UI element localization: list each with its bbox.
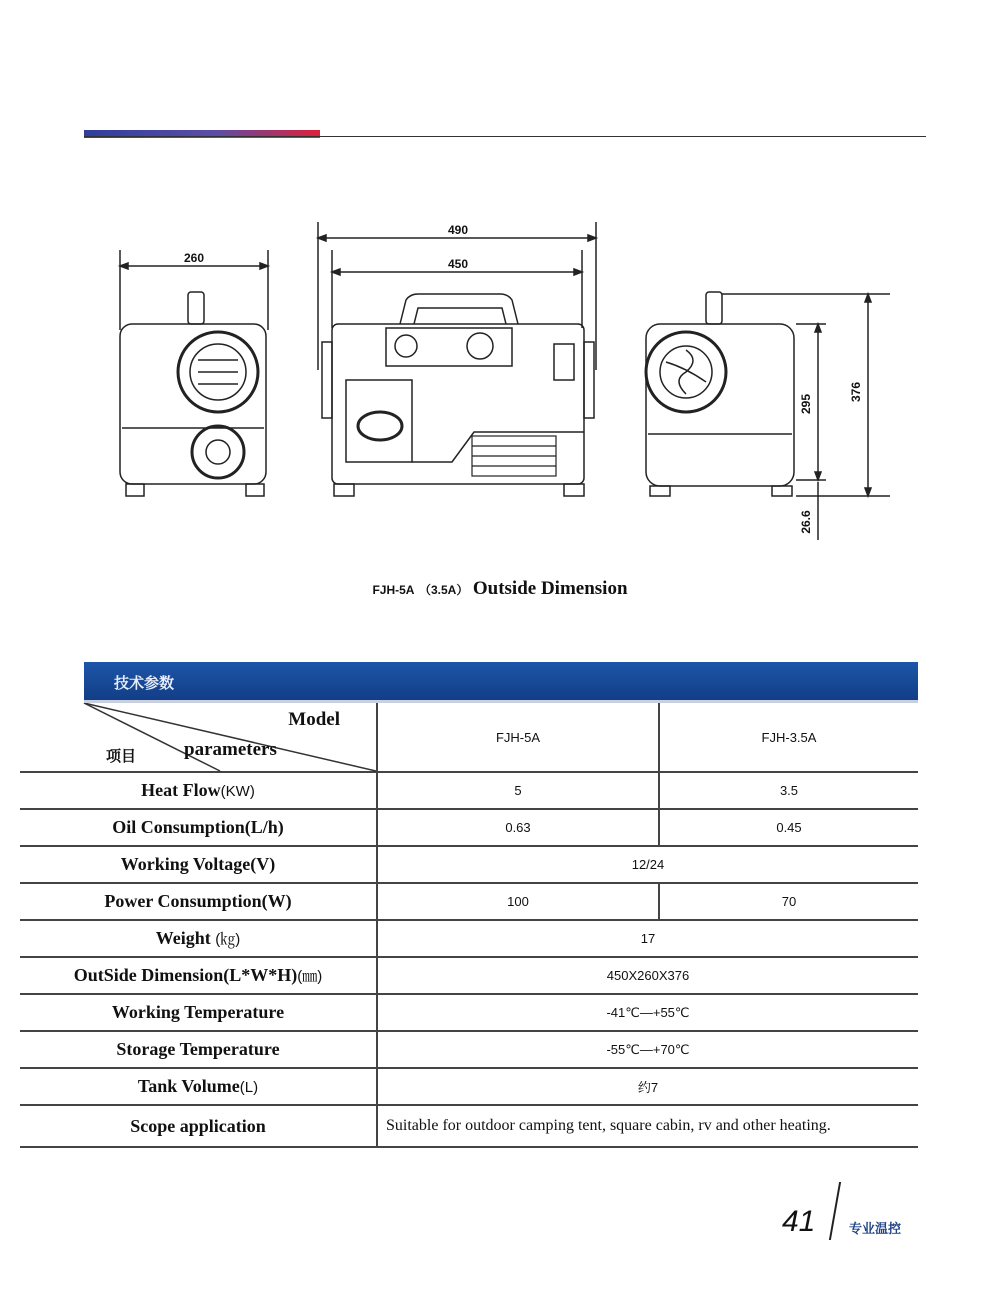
table-row — [20, 809, 918, 846]
row-label-outside: OutSide Dimension(L*W*H)(㎜) — [20, 957, 377, 994]
corner-params: parameters — [184, 739, 277, 760]
cell-store-temp: -55℃—+70℃ — [377, 1031, 918, 1068]
caption-text: Outside Dimension — [472, 578, 628, 599]
dim-260: 260 — [183, 251, 205, 265]
caption-model: FJH-5A — [372, 583, 415, 597]
row-label-tank: Tank Volume(L) — [20, 1068, 377, 1105]
table-row-header — [20, 703, 918, 772]
dim-490: 490 — [447, 223, 469, 237]
col-header-fjh35a: FJH-3.5A — [659, 703, 918, 772]
col-header-fjh5a: FJH-5A — [377, 703, 659, 772]
row-label-power: Power Consumption(W) — [20, 883, 377, 920]
cell-work-temp: -41℃—+55℃ — [377, 994, 918, 1031]
side-view-drawing — [120, 250, 268, 496]
spec-table — [20, 703, 918, 1148]
cell-voltage: 12/24 — [377, 846, 918, 883]
table-row — [20, 1068, 918, 1105]
table-row — [20, 1031, 918, 1068]
corner-cn: 项目 — [106, 747, 137, 765]
row-label-work-temp: Working Temperature — [20, 994, 377, 1031]
corner-model: Model — [288, 709, 340, 730]
cell-power-1: 100 — [377, 883, 659, 920]
table-row — [20, 920, 918, 957]
dim-376: 376 — [849, 381, 863, 403]
cell-tank: 约7 — [377, 1068, 918, 1105]
dim-450: 450 — [447, 257, 469, 271]
table-row — [20, 1105, 918, 1147]
page-number-divider — [829, 1182, 841, 1240]
header-rule — [84, 136, 926, 137]
page-footer-tag: 专业温控 — [849, 1222, 902, 1237]
table-row — [20, 846, 918, 883]
table-row — [20, 772, 918, 809]
caption-variant: （3.5A） — [418, 583, 469, 597]
row-label-voltage: Working Voltage(V) — [20, 846, 377, 883]
table-row — [20, 994, 918, 1031]
cell-heat-flow-1: 5 — [377, 772, 659, 809]
corner-cell — [20, 703, 377, 772]
row-label-oil: Oil Consumption(L/h) — [20, 809, 377, 846]
cell-outside: 450X260X376 — [377, 957, 918, 994]
cell-power-2: 70 — [659, 883, 918, 920]
row-label-weight: Weight (㎏) — [20, 920, 377, 957]
table-row — [20, 883, 918, 920]
rear-view-drawing — [646, 292, 890, 540]
row-label-heat-flow: Heat Flow(KW) — [20, 772, 377, 809]
cell-oil-2: 0.45 — [659, 809, 918, 846]
cell-weight: 17 — [377, 920, 918, 957]
row-label-scope: Scope application — [20, 1105, 377, 1147]
dim-295: 295 — [799, 393, 813, 415]
dim-26-6: 26.6 — [799, 510, 813, 534]
spec-table-title: 技术参数 — [114, 674, 175, 692]
drawing-caption — [0, 578, 1000, 600]
row-label-store-temp: Storage Temperature — [20, 1031, 377, 1068]
cell-heat-flow-2: 3.5 — [659, 772, 918, 809]
cell-scope: Suitable for outdoor camping tent, square cabin, rv and other heating. — [377, 1105, 918, 1147]
table-row — [20, 957, 918, 994]
page-number: 41 — [782, 1205, 816, 1238]
dimension-drawings — [100, 210, 900, 555]
spec-table-header — [84, 662, 918, 700]
cell-oil-1: 0.63 — [377, 809, 659, 846]
